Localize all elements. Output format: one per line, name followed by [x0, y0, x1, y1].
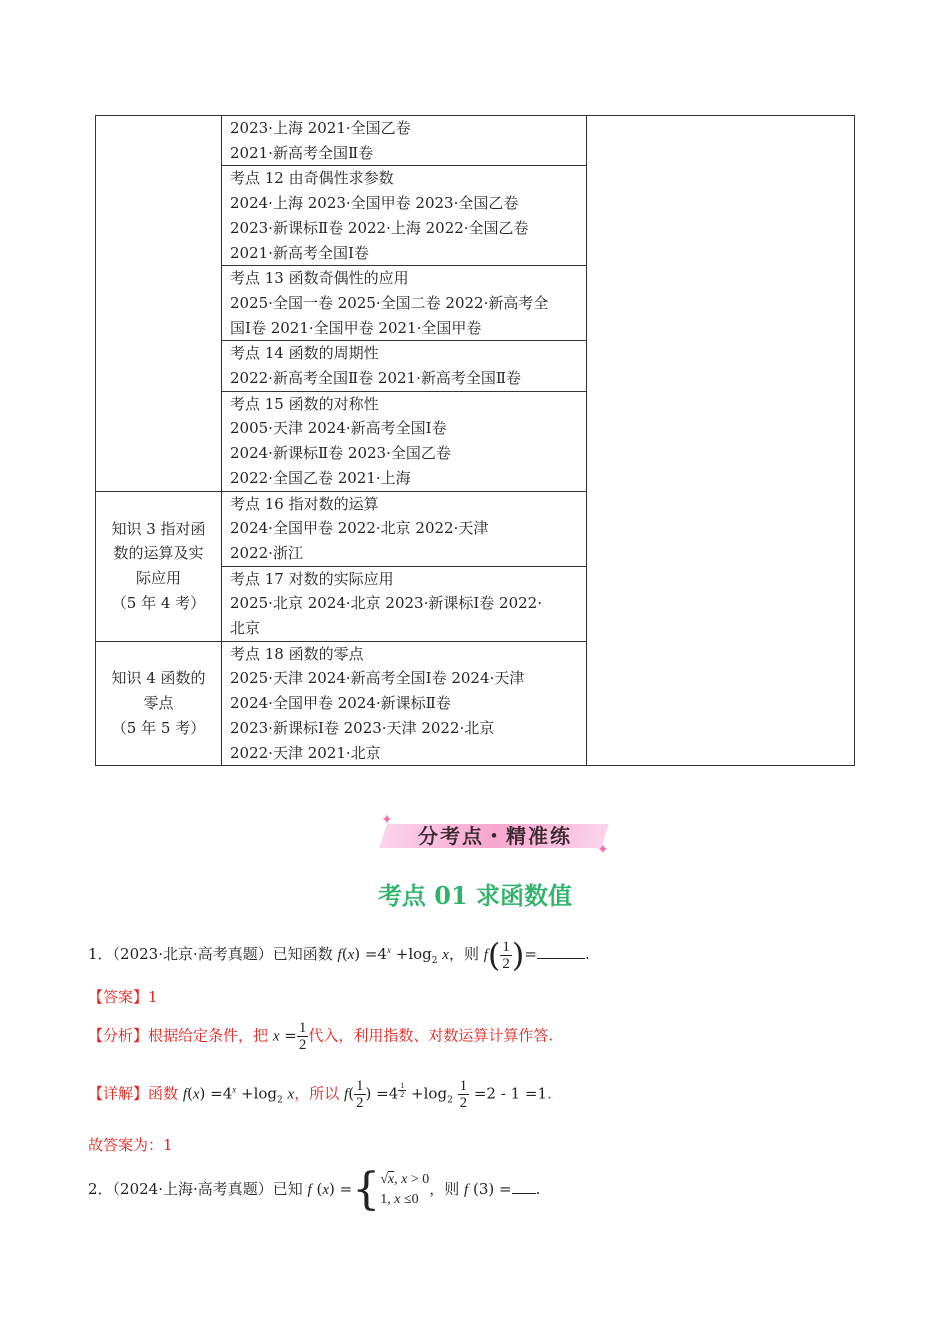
knowledge-line: 知识 4 函数的 [111, 669, 206, 688]
kaodian-line: 考点 17 对数的实际应用 [230, 569, 394, 588]
knowledge-line: （5 年 4 考） [111, 593, 206, 612]
kaodian-line: 2023·新课标Ⅱ卷 2022·上海 2022·全国乙卷 [230, 218, 529, 237]
kaodian-line: 考点 13 函数奇偶性的应用 [230, 269, 409, 288]
banner-title: 分考点・精准练 [418, 824, 572, 848]
answer-blank[interactable] [512, 1183, 536, 1194]
kaodian-line: 2025·天津 2024·新高考全国Ⅰ卷 2024·天津 [230, 669, 525, 688]
kaodian-line: 2021·新高考全国Ⅰ卷 [230, 243, 369, 262]
empty-cell [587, 116, 855, 766]
kaodian-line: 考点 12 由奇偶性求参数 [230, 169, 394, 188]
table-row [96, 116, 855, 166]
answer-line [88, 986, 158, 1007]
kaodian-cell [222, 116, 587, 166]
kaodian-line: 2005·天津 2024·新高考全国Ⅰ卷 [230, 419, 447, 438]
piecewise-formula: √x, x > 0 1, x ≤0 [380, 1172, 430, 1207]
kaodian-line: 2024·上海 2023·全国甲卷 2023·全国乙卷 [230, 194, 519, 213]
kaodian-cell [222, 566, 587, 641]
kaodian-table [95, 115, 855, 766]
detail-line: 【详解】函数 $f(x) =4^x +\log_2$ x，所以 f( $\frac{1}{2}$ ) =4 $^{\frac{1}{2}}$ $+\log_2$ $\frac{1}{2}$ =2 - 1 =1. [88, 1078, 552, 1111]
kaodian-line: 2025·全国一卷 2025·全国二卷 2022·新高考全 [230, 293, 549, 312]
analysis-label: 【分析】 [88, 1026, 149, 1045]
question-text: . [584, 945, 590, 963]
question-text: ，则 [429, 1180, 460, 1198]
kaodian-line: 2023·新课标Ⅰ卷 2023·天津 2022·北京 [230, 718, 495, 737]
knowledge-line: 际应用 [135, 569, 181, 588]
knowledge-cell [96, 491, 222, 641]
knowledge-line: （5 年 5 考） [111, 718, 206, 737]
question-number: 2． [88, 1180, 113, 1198]
question-text: ，则 [448, 945, 479, 963]
detail-label: 【详解】 [88, 1084, 149, 1103]
knowledge-line: 数的运算及实 [113, 544, 204, 563]
kaodian-line: 2023·上海 2021·全国乙卷 [230, 119, 411, 137]
kaodian-line: 北京 [230, 619, 261, 638]
question-1: 1．（2023·北京·高考真题）已知函数 $f(x) =4^x +\log_2$ x，则 f( $\frac{1}{2}$ )= . [88, 936, 590, 974]
answer-value: 1 [148, 988, 158, 1006]
detail-text: ，所以 [294, 1084, 340, 1103]
sparkle-icon: ✦ [597, 842, 609, 858]
section-heading: 考点 01 求函数值 [377, 881, 573, 910]
sparkle-icon: ✦ [381, 812, 393, 828]
kaodian-line: 2021·新高考全国Ⅱ卷 [230, 143, 374, 162]
kaodian-cell [222, 266, 587, 341]
question-text: . [535, 1180, 541, 1198]
kaodian-cell [222, 166, 587, 266]
knowledge-line: 零点 [143, 694, 174, 713]
kaodian-line: 2022·浙江 [230, 543, 303, 562]
kaodian-line: 2024·全国甲卷 2024·新课标Ⅱ卷 [230, 694, 451, 713]
kaodian-line: 2024·全国甲卷 2022·北京 2022·天津 [230, 519, 489, 538]
analysis-text: 代入，利用指数、对数运算计算作答. [308, 1026, 554, 1045]
knowledge-line: 知识 3 指对函 [111, 519, 206, 538]
kaodian-cell [222, 491, 587, 566]
question-source: （2023·北京·高考真题）已知函数 [112, 945, 333, 963]
kaodian-cell [222, 391, 587, 491]
answer-label: 【答案】 [88, 988, 149, 1006]
kaodian-line: 考点 15 函数的对称性 [230, 394, 379, 413]
kaodian-line: 考点 16 指对数的运算 [230, 494, 379, 513]
formula: f [337, 947, 342, 963]
kaodian-line: 国Ⅰ卷 2021·全国甲卷 2021·全国甲卷 [230, 318, 482, 337]
kaodian-line: 2022·天津 2021·北京 [230, 743, 381, 762]
answer-blank[interactable] [537, 944, 585, 959]
kaodian-line: 2024·新课标Ⅱ卷 2023·全国乙卷 [230, 444, 451, 463]
question-number: 1． [88, 945, 113, 963]
knowledge-cell [96, 641, 222, 766]
analysis-line: 【分析】根据给定条件，把 x = $\frac{1}{2}$ 代入，利用指数、对数运算计算作答. [88, 1020, 554, 1053]
conclusion-line: 故答案为：1 [88, 1136, 173, 1154]
analysis-text: 根据给定条件，把 [148, 1026, 269, 1045]
kaodian-line: 考点 14 函数的周期性 [230, 344, 379, 363]
detail-text: 函数 [148, 1084, 179, 1103]
question-2: 2．（2024·上海·高考真题）已知 f (x) ={ √x, x > 0 1, x ≤0 ，则 f (3) = . [88, 1164, 541, 1215]
kaodian-cell [222, 641, 587, 766]
kaodian-line: 2022·新高考全国Ⅱ卷 2021·新高考全国Ⅱ卷 [230, 369, 522, 388]
kaodian-cell [222, 341, 587, 391]
kaodian-line: 2022·全国乙卷 2021·上海 [230, 468, 411, 487]
kaodian-line: 考点 18 函数的零点 [230, 644, 364, 663]
kaodian-line: 2025·北京 2024·北京 2023·新课标Ⅰ卷 2022· [230, 594, 542, 613]
detail-text: . [547, 1084, 552, 1103]
question-source: （2024·上海·高考真题）已知 [112, 1180, 303, 1198]
section-banner [375, 812, 615, 858]
knowledge-cell [96, 116, 222, 492]
